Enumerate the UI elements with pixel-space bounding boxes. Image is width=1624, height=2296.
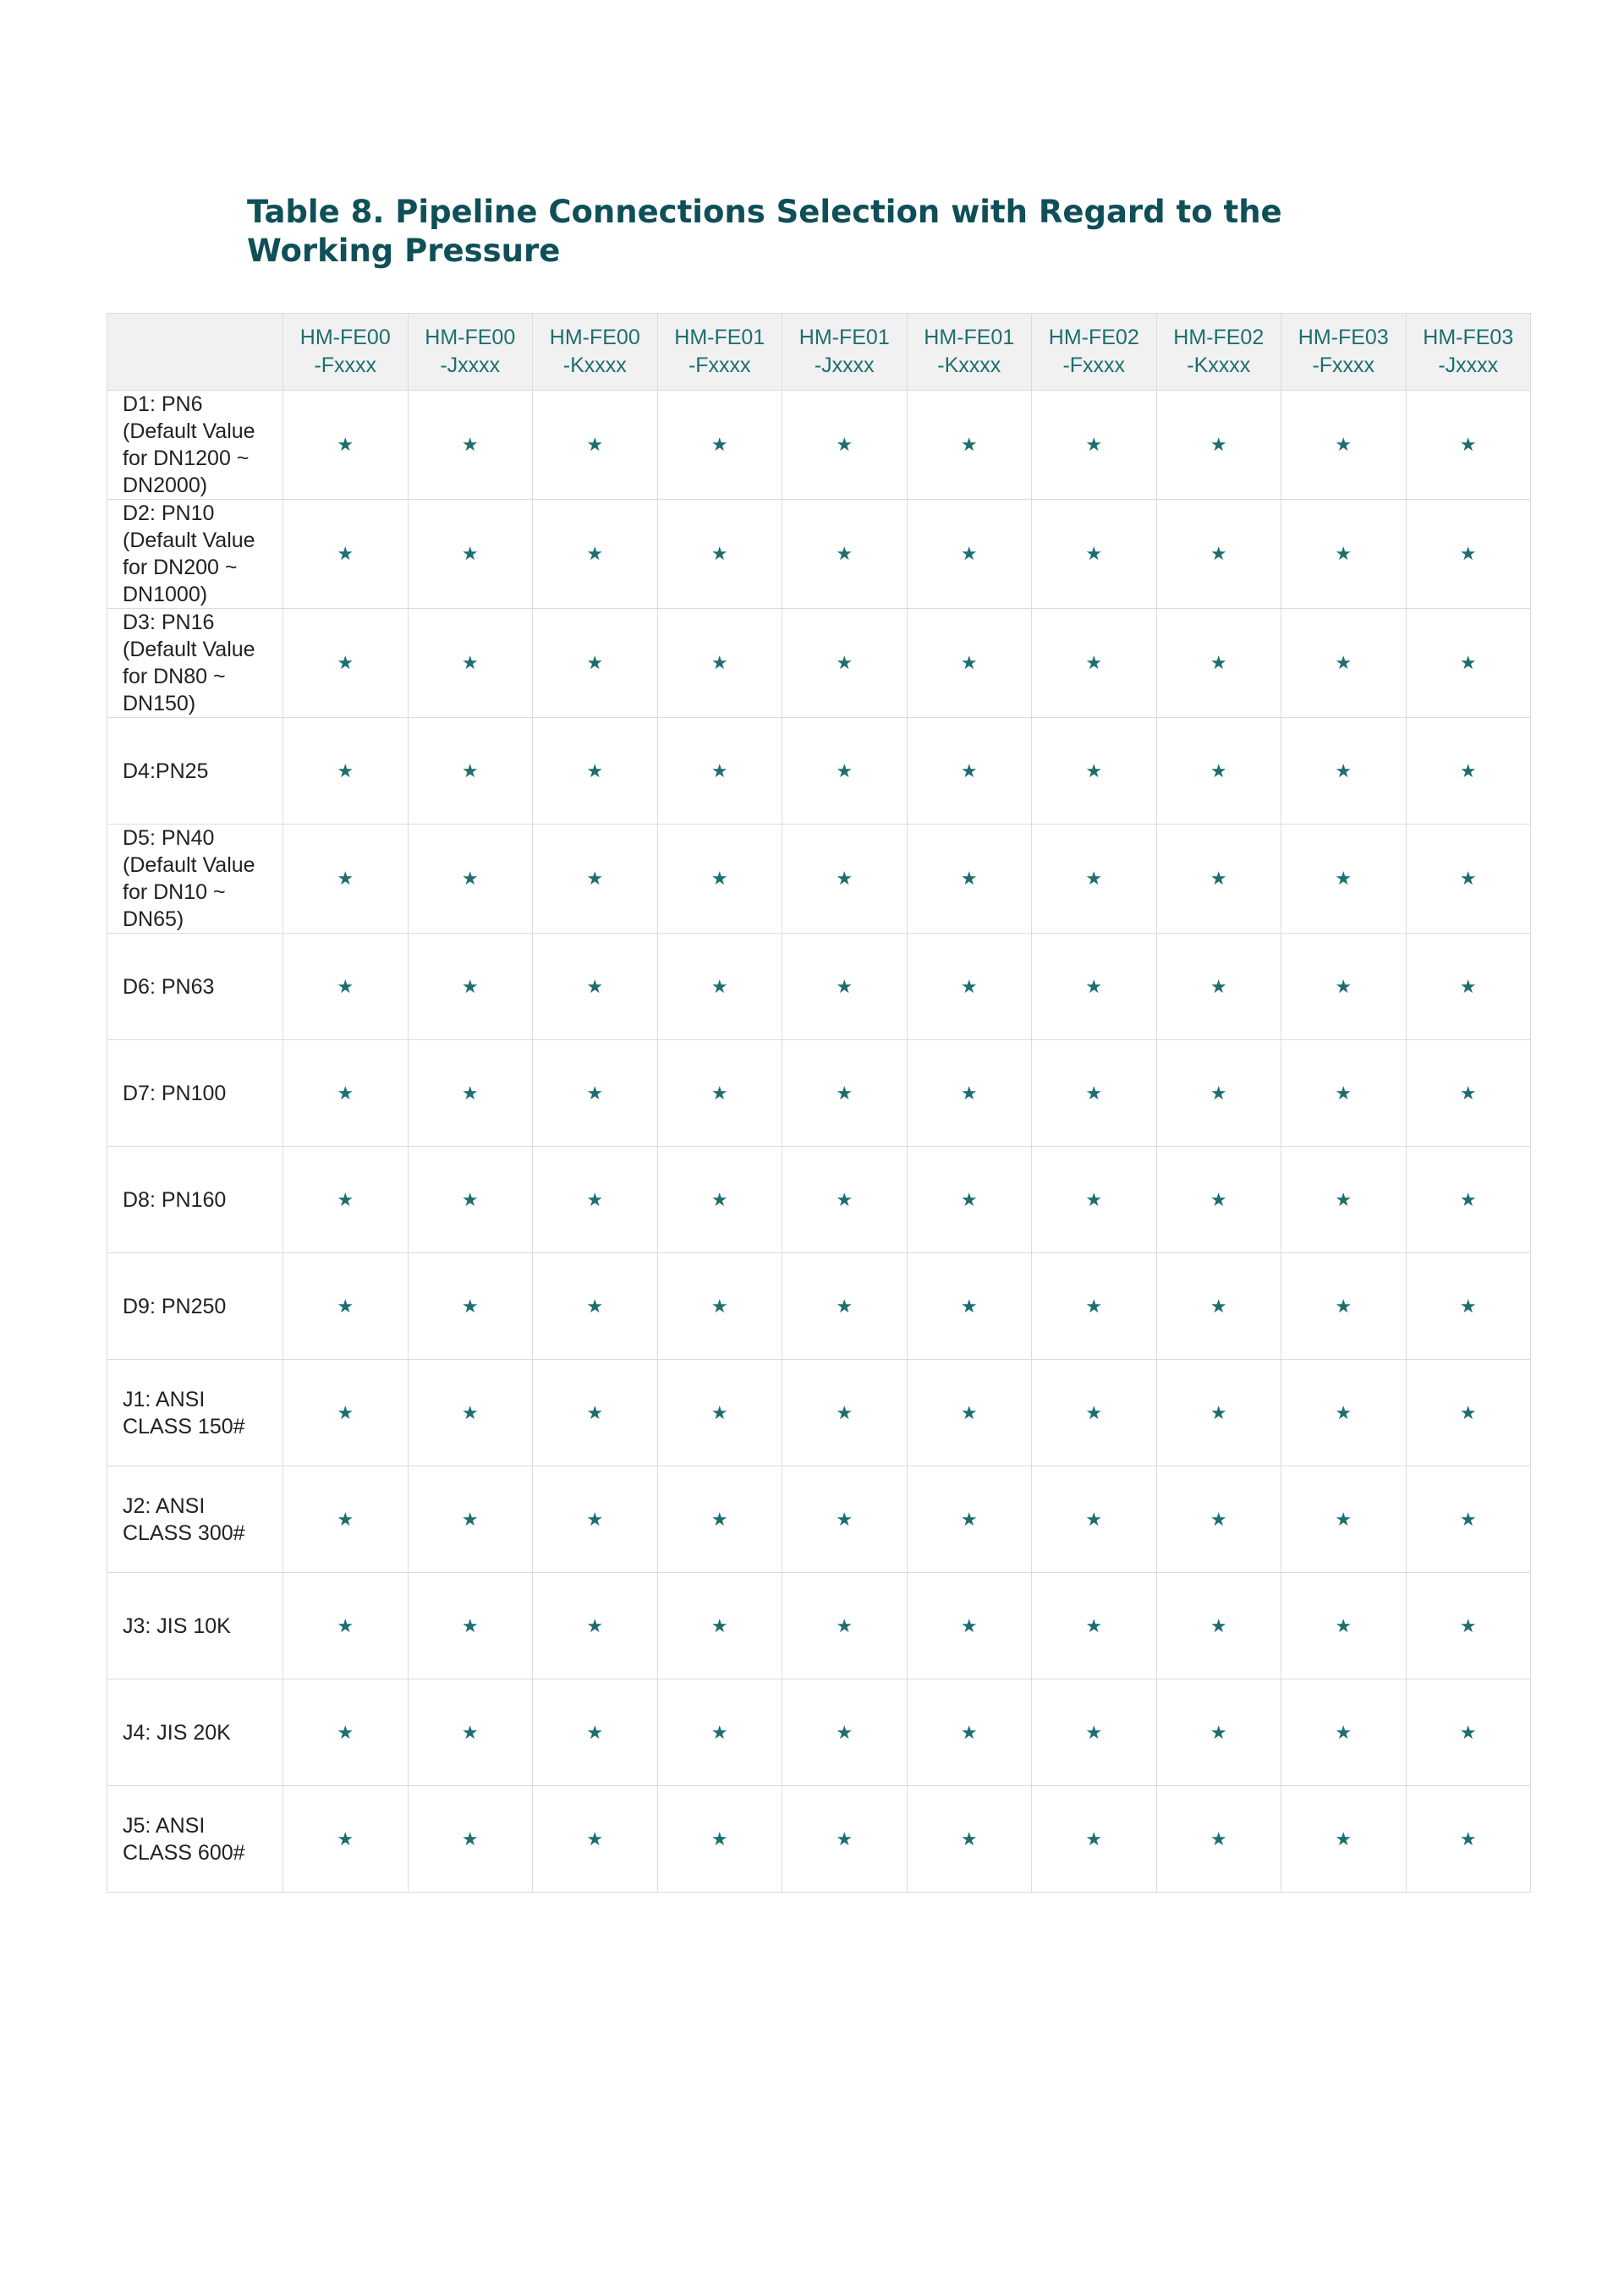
star-icon: ★ <box>1032 1147 1157 1253</box>
star-icon: ★ <box>283 1573 409 1680</box>
table-row <box>107 825 1531 934</box>
star-icon: ★ <box>1156 825 1281 934</box>
star-icon: ★ <box>1406 1786 1531 1893</box>
column-header: HM-FE00 -Fxxxx <box>283 314 409 391</box>
star-icon: ★ <box>1281 1680 1407 1786</box>
star-icon: ★ <box>283 609 409 718</box>
star-icon: ★ <box>1281 1466 1407 1573</box>
star-icon: ★ <box>657 1147 782 1253</box>
star-icon: ★ <box>408 1360 533 1466</box>
row-label: D3: PN16 (Default Value for DN80 ~ DN150) <box>107 609 283 718</box>
star-icon: ★ <box>1156 1680 1281 1786</box>
row-label: D2: PN10 (Default Value for DN200 ~ DN1000) <box>107 500 283 609</box>
pipeline-connections-table <box>107 313 1531 1893</box>
star-icon: ★ <box>907 500 1032 609</box>
star-icon: ★ <box>283 1466 409 1573</box>
star-icon: ★ <box>657 1253 782 1360</box>
row-label: D6: PN63 <box>107 934 283 1040</box>
page-title: Table 8. Pipeline Connections Selection with Regard to the Working Pressure <box>247 194 1282 269</box>
row-label: J5: ANSI CLASS 600# <box>107 1786 283 1893</box>
star-icon: ★ <box>657 1466 782 1573</box>
star-icon: ★ <box>533 718 658 825</box>
star-icon: ★ <box>283 1786 409 1893</box>
star-icon: ★ <box>907 718 1032 825</box>
star-icon: ★ <box>1156 1147 1281 1253</box>
star-icon: ★ <box>907 1360 1032 1466</box>
star-icon: ★ <box>782 1360 908 1466</box>
star-icon: ★ <box>408 718 533 825</box>
star-icon: ★ <box>1406 825 1531 934</box>
star-icon: ★ <box>408 825 533 934</box>
star-icon: ★ <box>657 934 782 1040</box>
star-icon: ★ <box>1281 391 1407 500</box>
star-icon: ★ <box>533 500 658 609</box>
star-icon: ★ <box>657 1360 782 1466</box>
star-icon: ★ <box>1156 1040 1281 1147</box>
star-icon: ★ <box>1406 391 1531 500</box>
star-icon: ★ <box>533 1573 658 1680</box>
star-icon: ★ <box>907 1253 1032 1360</box>
star-icon: ★ <box>1281 1253 1407 1360</box>
star-icon: ★ <box>782 1680 908 1786</box>
column-header: HM-FE02 -Kxxxx <box>1156 314 1281 391</box>
star-icon: ★ <box>1281 1040 1407 1147</box>
star-icon: ★ <box>1406 609 1531 718</box>
star-icon: ★ <box>782 609 908 718</box>
table-row <box>107 1040 1531 1147</box>
star-icon: ★ <box>1406 1573 1531 1680</box>
star-icon: ★ <box>408 934 533 1040</box>
star-icon: ★ <box>657 1786 782 1893</box>
star-icon: ★ <box>782 1147 908 1253</box>
table-row <box>107 718 1531 825</box>
row-label: J4: JIS 20K <box>107 1680 283 1786</box>
star-icon: ★ <box>1281 934 1407 1040</box>
star-icon: ★ <box>533 1466 658 1573</box>
star-icon: ★ <box>907 1147 1032 1253</box>
star-icon: ★ <box>533 609 658 718</box>
row-label: J2: ANSI CLASS 300# <box>107 1466 283 1573</box>
star-icon: ★ <box>1032 1680 1157 1786</box>
star-icon: ★ <box>907 391 1032 500</box>
table-header-row <box>107 314 1531 391</box>
star-icon: ★ <box>1032 1253 1157 1360</box>
table-row <box>107 1253 1531 1360</box>
star-icon: ★ <box>657 1680 782 1786</box>
star-icon: ★ <box>907 1573 1032 1680</box>
star-icon: ★ <box>408 1786 533 1893</box>
star-icon: ★ <box>283 391 409 500</box>
star-icon: ★ <box>1032 718 1157 825</box>
star-icon: ★ <box>907 1040 1032 1147</box>
row-label: D5: PN40 (Default Value for DN10 ~ DN65) <box>107 825 283 934</box>
star-icon: ★ <box>1156 391 1281 500</box>
star-icon: ★ <box>408 1680 533 1786</box>
row-label: D4:PN25 <box>107 718 283 825</box>
star-icon: ★ <box>782 1466 908 1573</box>
table-row <box>107 934 1531 1040</box>
star-icon: ★ <box>1156 934 1281 1040</box>
row-label: D8: PN160 <box>107 1147 283 1253</box>
star-icon: ★ <box>657 1573 782 1680</box>
star-icon: ★ <box>1406 1253 1531 1360</box>
table-row <box>107 1360 1531 1466</box>
star-icon: ★ <box>907 1466 1032 1573</box>
star-icon: ★ <box>533 934 658 1040</box>
star-icon: ★ <box>1032 1466 1157 1573</box>
star-icon: ★ <box>1032 825 1157 934</box>
star-icon: ★ <box>1156 1786 1281 1893</box>
star-icon: ★ <box>657 391 782 500</box>
star-icon: ★ <box>1032 609 1157 718</box>
star-icon: ★ <box>907 609 1032 718</box>
star-icon: ★ <box>657 609 782 718</box>
row-label: D1: PN6 (Default Value for DN1200 ~ DN2000) <box>107 391 283 500</box>
table-row <box>107 1466 1531 1573</box>
star-icon: ★ <box>1406 1680 1531 1786</box>
column-header: HM-FE03 -Jxxxx <box>1406 314 1531 391</box>
star-icon: ★ <box>533 391 658 500</box>
star-icon: ★ <box>1406 1360 1531 1466</box>
column-header: HM-FE02 -Fxxxx <box>1032 314 1157 391</box>
column-header: HM-FE00 -Jxxxx <box>408 314 533 391</box>
star-icon: ★ <box>408 1040 533 1147</box>
star-icon: ★ <box>1406 934 1531 1040</box>
star-icon: ★ <box>1156 609 1281 718</box>
star-icon: ★ <box>907 1680 1032 1786</box>
star-icon: ★ <box>1156 1360 1281 1466</box>
star-icon: ★ <box>283 934 409 1040</box>
star-icon: ★ <box>1032 1786 1157 1893</box>
row-label: D7: PN100 <box>107 1040 283 1147</box>
star-icon: ★ <box>782 825 908 934</box>
star-icon: ★ <box>1406 1147 1531 1253</box>
star-icon: ★ <box>1156 1253 1281 1360</box>
star-icon: ★ <box>408 500 533 609</box>
table-row <box>107 609 1531 718</box>
star-icon: ★ <box>1032 1573 1157 1680</box>
star-icon: ★ <box>1281 718 1407 825</box>
column-header: HM-FE01 -Kxxxx <box>907 314 1032 391</box>
star-icon: ★ <box>533 1253 658 1360</box>
star-icon: ★ <box>907 934 1032 1040</box>
column-header: HM-FE01 -Jxxxx <box>782 314 908 391</box>
star-icon: ★ <box>1156 1466 1281 1573</box>
star-icon: ★ <box>408 391 533 500</box>
table-row <box>107 1147 1531 1253</box>
star-icon: ★ <box>1281 609 1407 718</box>
table-row <box>107 1573 1531 1680</box>
star-icon: ★ <box>283 1360 409 1466</box>
star-icon: ★ <box>1406 1040 1531 1147</box>
star-icon: ★ <box>782 500 908 609</box>
star-icon: ★ <box>657 718 782 825</box>
star-icon: ★ <box>1156 1573 1281 1680</box>
star-icon: ★ <box>283 1040 409 1147</box>
column-header: HM-FE00 -Kxxxx <box>533 314 658 391</box>
star-icon: ★ <box>283 718 409 825</box>
star-icon: ★ <box>1032 391 1157 500</box>
star-icon: ★ <box>533 1147 658 1253</box>
star-icon: ★ <box>533 1040 658 1147</box>
star-icon: ★ <box>782 1040 908 1147</box>
star-icon: ★ <box>782 718 908 825</box>
star-icon: ★ <box>533 825 658 934</box>
table-row <box>107 1786 1531 1893</box>
star-icon: ★ <box>782 934 908 1040</box>
column-header: HM-FE03 -Fxxxx <box>1281 314 1407 391</box>
star-icon: ★ <box>408 1147 533 1253</box>
star-icon: ★ <box>1281 1573 1407 1680</box>
star-icon: ★ <box>1281 825 1407 934</box>
star-icon: ★ <box>283 825 409 934</box>
table-row <box>107 1680 1531 1786</box>
star-icon: ★ <box>283 1147 409 1253</box>
table-row <box>107 391 1531 500</box>
star-icon: ★ <box>283 500 409 609</box>
star-icon: ★ <box>408 1466 533 1573</box>
star-icon: ★ <box>1032 1360 1157 1466</box>
star-icon: ★ <box>1156 500 1281 609</box>
star-icon: ★ <box>907 825 1032 934</box>
star-icon: ★ <box>283 1680 409 1786</box>
table-body <box>107 391 1531 1893</box>
column-header: HM-FE01 -Fxxxx <box>657 314 782 391</box>
star-icon: ★ <box>657 500 782 609</box>
row-label: J1: ANSI CLASS 150# <box>107 1360 283 1466</box>
star-icon: ★ <box>408 1253 533 1360</box>
star-icon: ★ <box>1032 500 1157 609</box>
star-icon: ★ <box>782 1253 908 1360</box>
star-icon: ★ <box>1281 1360 1407 1466</box>
star-icon: ★ <box>1032 934 1157 1040</box>
star-icon: ★ <box>1281 1147 1407 1253</box>
star-icon: ★ <box>1406 718 1531 825</box>
star-icon: ★ <box>907 1786 1032 1893</box>
star-icon: ★ <box>657 825 782 934</box>
star-icon: ★ <box>1281 500 1407 609</box>
star-icon: ★ <box>1406 1466 1531 1573</box>
star-icon: ★ <box>1032 1040 1157 1147</box>
row-label: D9: PN250 <box>107 1253 283 1360</box>
star-icon: ★ <box>533 1786 658 1893</box>
star-icon: ★ <box>283 1253 409 1360</box>
star-icon: ★ <box>782 391 908 500</box>
star-icon: ★ <box>657 1040 782 1147</box>
star-icon: ★ <box>533 1680 658 1786</box>
star-icon: ★ <box>408 609 533 718</box>
star-icon: ★ <box>533 1360 658 1466</box>
star-icon: ★ <box>1406 500 1531 609</box>
star-icon: ★ <box>782 1786 908 1893</box>
star-icon: ★ <box>1156 718 1281 825</box>
star-icon: ★ <box>408 1573 533 1680</box>
table-row <box>107 500 1531 609</box>
row-label: J3: JIS 10K <box>107 1573 283 1680</box>
table-corner-cell <box>107 314 283 391</box>
star-icon: ★ <box>782 1573 908 1680</box>
star-icon: ★ <box>1281 1786 1407 1893</box>
